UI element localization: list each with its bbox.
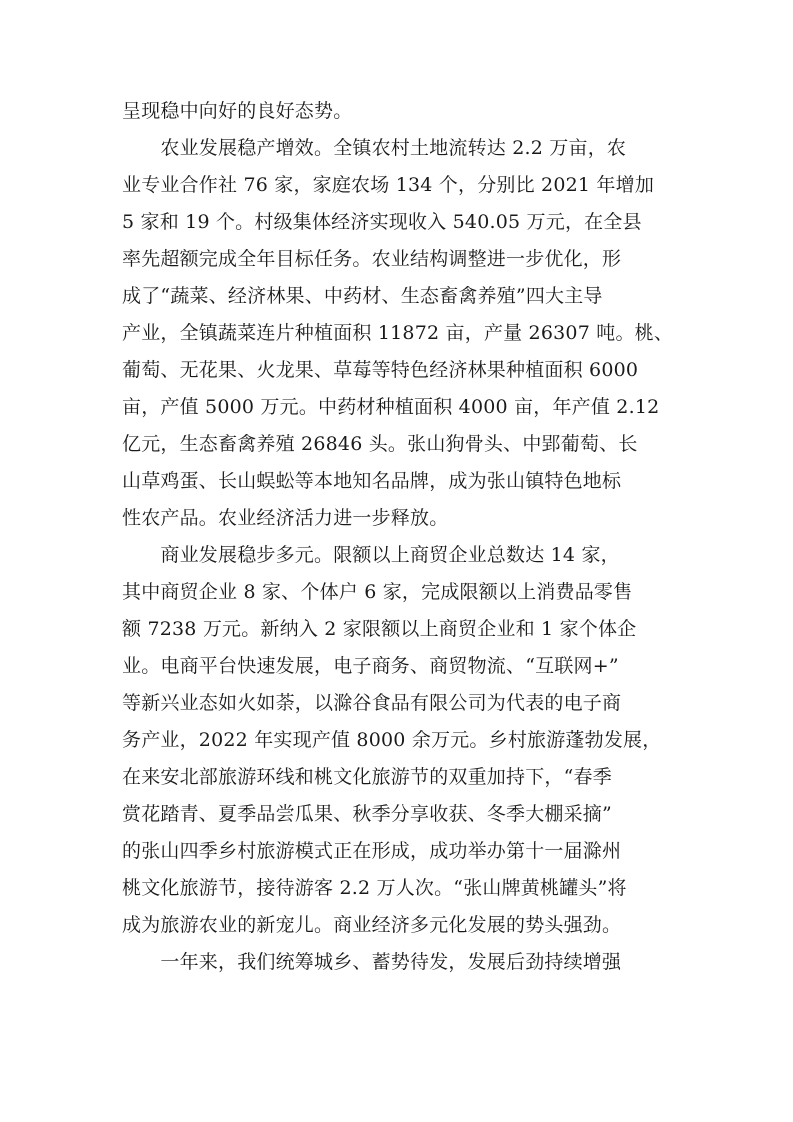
text-line: 等新兴业态如火如荼，以滁谷食品有限公司为代表的电子商 <box>122 692 622 714</box>
text-line: 一年来，我们统筹城乡、蓄势待发，发展后劲持续增强 <box>122 951 622 973</box>
text-line: 桃文化旅游节，接待游客 2.2 万人次。“张山牌黄桃罐头”将 <box>122 877 627 899</box>
text-line: 率先超额完成全年目标任务。农业结构调整进一步优化，形 <box>122 248 622 270</box>
text-line: 额 7238 万元。新纳入 2 家限额以上商贸企业和 1 家个体企 <box>122 618 637 640</box>
text-line: 成了“蔬菜、经济林果、中药材、生态畜禽养殖”四大主导 <box>122 285 603 307</box>
text-line: 产业，全镇蔬菜连片种植面积 11872 亩，产量 26307 吨。桃、 <box>122 322 674 344</box>
text-line: 的张山四季乡村旅游模式正在形成，成功举办第十一届滁州 <box>122 840 622 862</box>
text-line: 业专业合作社 76 家，家庭农场 134 个，分别比 2021 年增加 <box>122 174 655 196</box>
text-line: 呈现稳中向好的良好态势。 <box>122 100 353 122</box>
text-line: 其中商贸企业 8 家、个体户 6 家，完成限额以上消费品零售 <box>122 581 633 603</box>
text-line: 农业发展稳产增效。全镇农村土地流转达 2.2 万亩，农 <box>122 137 627 159</box>
text-line: 亿元，生态畜禽养殖 26846 头。张山狗骨头、中郢葡萄、长 <box>122 433 638 455</box>
text-line: 葡萄、无花果、火龙果、草莓等特色经济林果种植面积 6000 <box>122 359 639 381</box>
text-line: 5 家和 19 个。村级集体经济实现收入 540.05 万元，在全县 <box>122 211 642 233</box>
text-line: 山草鸡蛋、长山蜈蚣等本地知名品牌，成为张山镇特色地标 <box>122 470 622 492</box>
text-line: 赏花踏青、夏季品尝瓜果、秋季分享收获、冬季大棚采摘” <box>122 803 612 825</box>
text-line: 亩，产值 5000 万元。中药材种植面积 4000 亩，年产值 2.12 <box>122 396 660 418</box>
text-line: 务产业，2022 年实现产值 8000 余万元。乡村旅游蓬勃发展， <box>122 729 662 751</box>
text-line: 性农产品。农业经济活力进一步释放。 <box>122 507 449 529</box>
text-line: 业。电商平台快速发展，电子商务、商贸物流、“互联网+” <box>122 655 619 677</box>
text-line: 商业发展稳步多元。限额以上商贸企业总数达 14 家， <box>122 544 620 566</box>
text-line: 在来安北部旅游环线和桃文化旅游节的双重加持下，“春季 <box>122 766 612 788</box>
text-line: 成为旅游农业的新宠儿。商业经济多元化发展的势头强劲。 <box>122 914 622 936</box>
